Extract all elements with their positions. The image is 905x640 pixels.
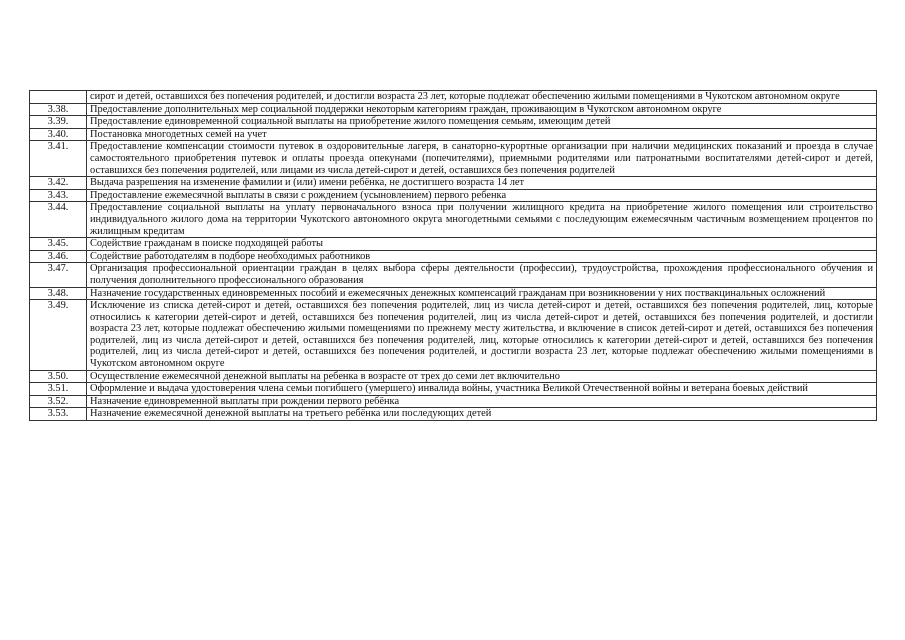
service-description: Назначение государственных единовременных пособий и ежемесячных денежных компенсаций гражданам при возникновении у них поствакцинальных осложнений (87, 287, 877, 300)
row-number: 3.45. (30, 238, 87, 251)
table-row (30, 300, 877, 371)
table-row (30, 383, 877, 396)
row-number: 3.46. (30, 250, 87, 263)
table-row (30, 408, 877, 421)
table-row (30, 287, 877, 300)
service-description: Постановка многодетных семей на учет (87, 128, 877, 141)
table-row (30, 395, 877, 408)
services-table-body (30, 91, 877, 421)
service-description: Предоставление ежемесячной выплаты в связи с рождением (усыновлением) первого ребенка (87, 189, 877, 202)
table-row (30, 238, 877, 251)
row-number: 3.38. (30, 103, 87, 116)
service-description: Предоставление единовременной социальной выплаты на приобретение жилого помещения семьям, имеющим детей (87, 116, 877, 129)
service-description: Предоставление социальной выплаты на уплату первоначального взноса при получении жилищного кредита на приобретение жилого помещения или строительство индивидуального жилого дома на территории Чукотского автономного округа многодетными семьями с последующим ежемесячным частичным возмещением процентов по жилищным кредитам (87, 202, 877, 238)
row-number: 3.49. (30, 300, 87, 371)
service-description: Назначение ежемесячной денежной выплаты на третьего ребёнка или последующих детей (87, 408, 877, 421)
row-number: 3.48. (30, 287, 87, 300)
table-row (30, 189, 877, 202)
service-description: Исключение из списка детей-сирот и детей, оставшихся без попечения родителей, лиц из числа детей-сирот и детей, оставшихся без попечения родителей, лиц, которые относились к категории детей-сирот и детей, оставшихся без попечения родителей, лиц из числа детей-сирот и детей, оставшихся без попечения родителей, и достигли возраста 23 лет, которые подлежат обеспечению жилыми помещениями по прежнему месту жительства, и включение в список детей-сирот и детей, оставшихся без попечения родителей, лиц из числа детей-сирот и детей, оставшихся без попечения родителей, лиц, которые относились к категории детей-сирот и детей, оставшихся без попечения родителей, лиц из числа детей-сирот и детей, оставшихся без попечения родителей, и достигли возраста 23 лет, которые подлежат обеспечению жилыми помещениями в Чукотском автономном округе (87, 300, 877, 371)
row-number: 3.50. (30, 370, 87, 383)
row-number: 3.53. (30, 408, 87, 421)
row-number: 3.42. (30, 177, 87, 190)
row-number (30, 91, 87, 104)
table-row (30, 128, 877, 141)
service-description: Содействие работодателям в подборе необходимых работников (87, 250, 877, 263)
row-number: 3.51. (30, 383, 87, 396)
row-number: 3.40. (30, 128, 87, 141)
table-row (30, 370, 877, 383)
row-number: 3.44. (30, 202, 87, 238)
table-row (30, 177, 877, 190)
services-table (29, 90, 877, 421)
service-description: сирот и детей, оставшихся без попечения родителей, и достигли возраста 23 лет, которые подлежат обеспечению жилыми помещениями в Чукотском автономном округе (87, 91, 877, 104)
table-row (30, 116, 877, 129)
service-description: Осуществление ежемесячной денежной выплаты на ребенка в возрасте от трех до семи лет включительно (87, 370, 877, 383)
service-description: Предоставление компенсации стоимости путевок в оздоровительные лагеря, в санаторно-курортные организации при наличии медицинских показаний и проезда в случае самостоятельного приобретения путевок и оплаты проезда опекунами (попечителями), приемными родителями или патронатными воспитателями детей-сирот и детей, оставшихся без попечения родителей, или лицами из числа детей-сирот и детей, оставшихся без попечения родителей (87, 141, 877, 177)
table-row (30, 250, 877, 263)
table-row (30, 202, 877, 238)
row-number: 3.43. (30, 189, 87, 202)
service-description: Выдача разрешения на изменение фамилии и (или) имени ребёнка, не достигшего возраста 14 лет (87, 177, 877, 190)
row-number: 3.47. (30, 263, 87, 287)
table-row (30, 91, 877, 104)
service-description: Предоставление дополнительных мер социальной поддержки некоторым категориям граждан, проживающим в Чукотском автономном округе (87, 103, 877, 116)
row-number: 3.41. (30, 141, 87, 177)
table-row (30, 141, 877, 177)
service-description: Содействие гражданам в поиске подходящей работы (87, 238, 877, 251)
service-description: Оформление и выдача удостоверения члена семьи погибшего (умершего) инвалида войны, участника Великой Отечественной войны и ветерана боевых действий (87, 383, 877, 396)
row-number: 3.52. (30, 395, 87, 408)
table-row (30, 263, 877, 287)
row-number: 3.39. (30, 116, 87, 129)
service-description: Назначение единовременной выплаты при рождении первого ребёнка (87, 395, 877, 408)
table-row (30, 103, 877, 116)
service-description: Организация профессиональной ориентации граждан в целях выбора сферы деятельности (профессии), трудоустройства, прохождения профессионального обучения и получения дополнительного профессионального образования (87, 263, 877, 287)
